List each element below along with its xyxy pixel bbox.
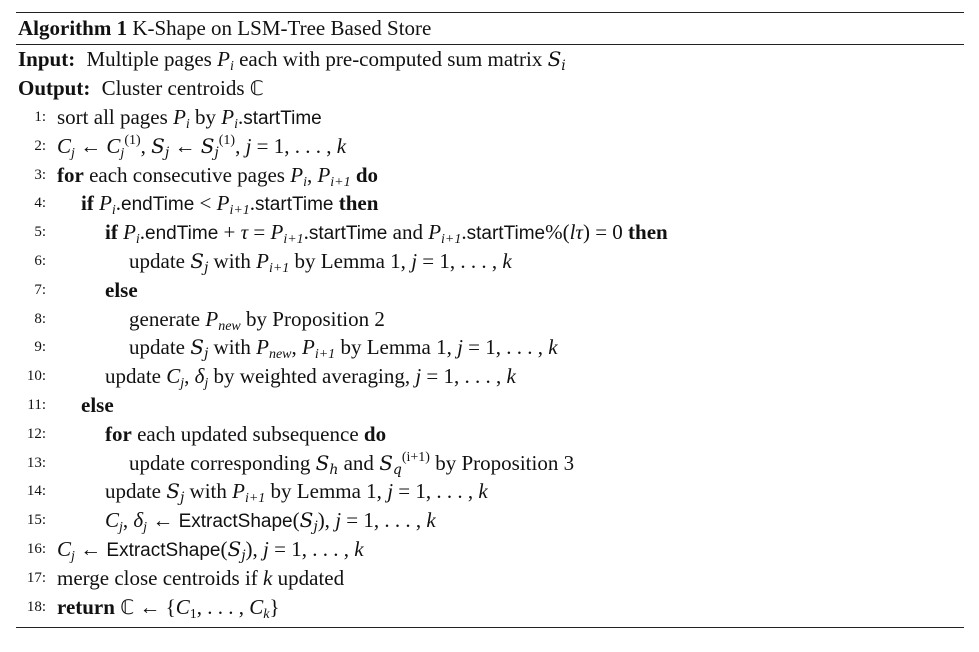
line-number: 7: xyxy=(34,281,46,298)
algorithm-box xyxy=(16,12,964,628)
algorithm-line xyxy=(16,161,964,190)
line-text: if $P_i.endTime$ < $P_{i+1}.startTime$ then xyxy=(81,191,379,219)
line-text: $C_j$ ← $C_j^{(1)}$, $S_j$ ← $S_j^{(1)}$, j = 1, . . . , k xyxy=(57,132,347,161)
algorithm-line xyxy=(16,477,964,506)
line-text: else xyxy=(105,277,138,302)
line-number: 4: xyxy=(34,195,46,212)
algorithm-line xyxy=(16,420,964,449)
algorithm-line xyxy=(16,449,964,478)
algorithm-line xyxy=(16,247,964,276)
line-text: update $S_j$ with $P_{i+1}$ by Lemma 1, j = 1, . . . , k xyxy=(129,248,512,276)
algorithm-label: Algorithm 1 xyxy=(18,16,128,40)
line-text: merge close centroids if k updated xyxy=(57,565,345,590)
algorithm-line xyxy=(16,132,964,161)
line-number: 14: xyxy=(26,483,46,500)
input-text: Multiple pages $P_i$ each with pre-computed sum matrix $S_i$ xyxy=(86,47,566,74)
line-text: update $C_j$, $\delta_j$ by weighted averaging, j = 1, . . . , k xyxy=(105,364,516,392)
line-number: 3: xyxy=(34,166,46,183)
line-text: update $S_j$ with $P_{new}$, $P_{i+1}$ by Lemma 1, j = 1, . . . , k xyxy=(129,335,558,363)
line-number: 12: xyxy=(26,425,46,442)
line-number: 13: xyxy=(26,454,46,471)
algorithm-title xyxy=(16,13,964,44)
line-text: sort all pages $P_i$ by $P_i.startTime$ xyxy=(57,105,322,132)
line-number: 18: xyxy=(26,598,46,615)
line-number: 9: xyxy=(34,339,46,356)
line-number: 1: xyxy=(34,109,46,125)
line-number: 10: xyxy=(26,368,46,385)
algorithm-line xyxy=(16,564,964,593)
line-text: $C_j$ ← $ExtractShape(S_j)$, j = 1, . . . , k xyxy=(57,536,364,564)
input-label: Input: xyxy=(18,47,76,71)
line-number: 6: xyxy=(34,252,46,269)
line-text: else xyxy=(81,392,114,417)
input-line xyxy=(16,45,964,74)
algorithm-line xyxy=(16,103,964,132)
algorithm-line xyxy=(16,333,964,362)
line-text: for each updated subsequence do xyxy=(105,421,387,446)
line-number: 11: xyxy=(27,396,46,413)
algorithm-line xyxy=(16,189,964,218)
line-text: if $P_i.endTime + \tau$ = $P_{i+1}.startTime$ and $P_{i+1}.startTime\%(l\tau) = 0$ then xyxy=(105,220,668,248)
line-text: generate $P_{new}$ by Proposition 2 xyxy=(129,306,385,334)
line-text: update $S_j$ with $P_{i+1}$ by Lemma 1, j = 1, . . . , k xyxy=(105,479,488,507)
line-number: 2: xyxy=(34,137,46,154)
line-number: 16: xyxy=(26,540,46,557)
algorithm-line xyxy=(16,593,964,622)
output-label: Output: xyxy=(18,76,91,100)
algorithm-lines xyxy=(16,103,964,621)
output-line xyxy=(16,74,964,103)
line-number: 17: xyxy=(26,569,46,586)
line-text: update corresponding $S_h$ and $S_q^{(i+1)}$ by Proposition 3 xyxy=(129,449,575,478)
line-text: for each consecutive pages $P_i$, $P_{i+1}$ do xyxy=(57,162,379,190)
line-number: 5: xyxy=(34,224,46,241)
algorithm-name: K-Shape on LSM-Tree Based Store xyxy=(132,16,432,40)
algorithm-line xyxy=(16,305,964,334)
line-number: 8: xyxy=(34,310,46,327)
line-number: 15: xyxy=(26,512,46,529)
line-text: $C_j$, $\delta_j$ ← $ExtractShape(S_j)$, j = 1, . . . , k xyxy=(105,508,436,536)
output-text: Cluster centroids ℂ xyxy=(101,76,264,100)
line-text: return ℂ ← {$C_1$, . . . , $C_k$} xyxy=(57,594,280,622)
algorithm-line xyxy=(16,362,964,391)
algorithm-line xyxy=(16,506,964,535)
algorithm-line xyxy=(16,391,964,420)
algorithm-line xyxy=(16,276,964,305)
bottom-rule xyxy=(16,627,964,628)
algorithm-line xyxy=(16,218,964,247)
algorithm-line xyxy=(16,535,964,564)
